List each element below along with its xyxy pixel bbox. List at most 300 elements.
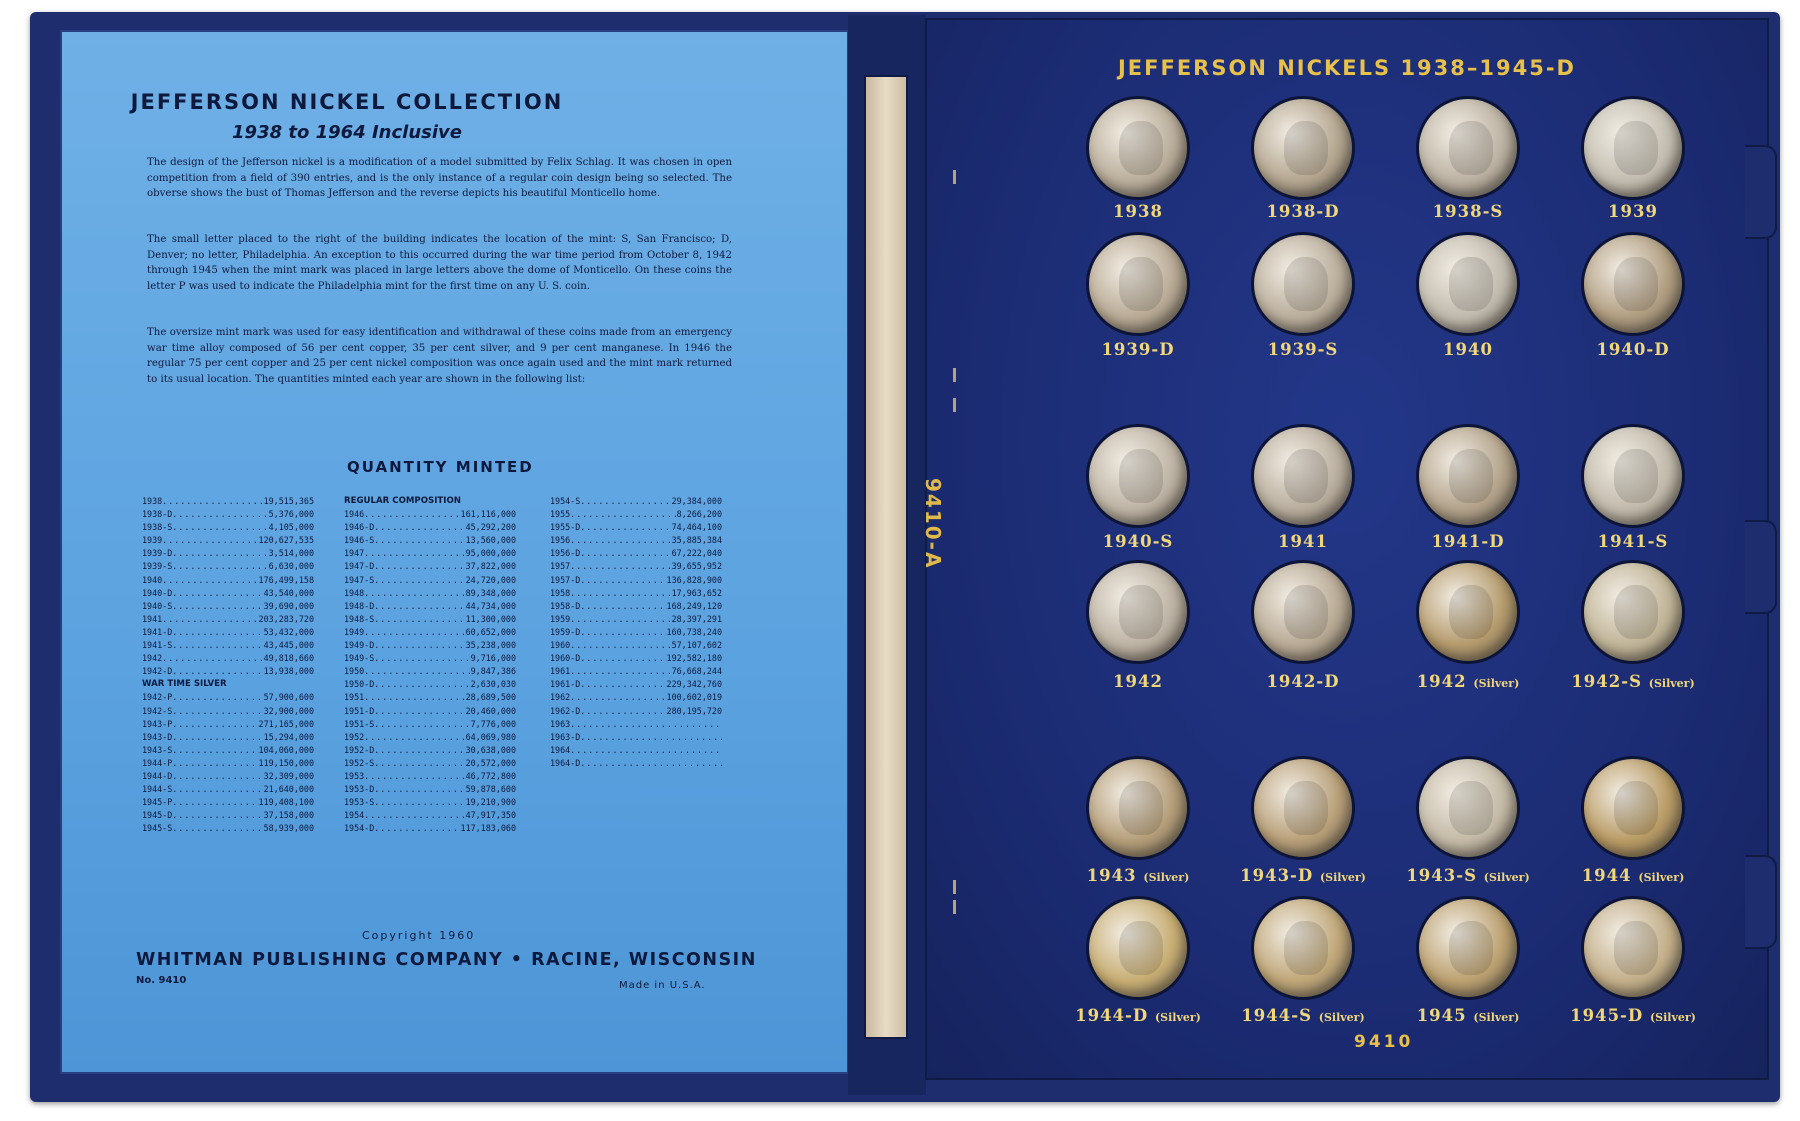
quantity-year: 1957-D: [550, 574, 581, 585]
nickel-coin[interactable]: [1251, 560, 1355, 664]
quantity-year: 1956-D: [550, 548, 581, 559]
quantity-value: 20,572,000: [465, 757, 516, 768]
quantity-value: 168,249,120: [666, 600, 722, 611]
coin-date: 1938-D: [1266, 202, 1340, 221]
coin-composition-note: (Silver): [1318, 1011, 1365, 1024]
nickel-coin[interactable]: [1416, 96, 1520, 200]
leader-dots: [172, 809, 263, 822]
quantity-year: 1952-D: [344, 744, 375, 755]
jefferson-bust-icon: [1119, 585, 1163, 639]
quantity-year: 1962: [550, 692, 571, 703]
leader-dots: [364, 770, 465, 783]
jefferson-bust-icon: [1449, 585, 1493, 639]
coin-date: 1943: [1086, 866, 1137, 885]
quantity-year: 1940-S: [142, 600, 173, 611]
quantity-row: [142, 613, 314, 626]
coin-date: 1938-S: [1432, 202, 1504, 221]
nickel-coin[interactable]: [1416, 232, 1520, 336]
nickel-coin[interactable]: [1251, 232, 1355, 336]
coin-slot-label: [1383, 866, 1553, 885]
quantity-year: 1945-D: [142, 810, 173, 821]
coin-composition-note: (Silver): [1319, 871, 1366, 884]
coin-slot-label: [1218, 672, 1388, 691]
quantity-value: 136,828,900: [666, 574, 722, 585]
leader-dots: [172, 718, 258, 731]
leader-dots: [374, 678, 470, 691]
leader-dots: [172, 600, 263, 613]
leader-dots: [172, 639, 263, 652]
quantity-year: 1956: [550, 535, 571, 546]
quantity-row: [142, 783, 314, 796]
leader-dots: [162, 652, 263, 665]
leader-dots: [570, 534, 671, 547]
quantity-year: 1940-D: [142, 587, 173, 598]
leader-dots: [364, 691, 465, 704]
leader-dots: [172, 783, 263, 796]
quantity-value: 100,602,019: [666, 692, 722, 703]
leader-dots: [374, 639, 465, 652]
quantity-row: [344, 560, 516, 573]
quantity-value: 19,515,365: [263, 496, 314, 506]
leader-dots: [162, 613, 258, 626]
coin-date: 1942-S: [1571, 672, 1643, 691]
quantity-year: 1952-S: [344, 757, 375, 768]
quantity-year: 1941: [142, 613, 163, 624]
coin-date: 1939-D: [1101, 340, 1175, 359]
quantity-row: [142, 718, 314, 731]
leader-dots: [364, 809, 465, 822]
quantity-value: 192,582,180: [666, 653, 722, 664]
quantity-year: 1953-S: [344, 797, 375, 808]
leader-dots: [172, 744, 258, 757]
coin-slot-label: [1053, 202, 1223, 221]
quantity-year: 1947-S: [344, 574, 375, 585]
quantity-year: 1938-S: [142, 522, 173, 533]
quantity-year: 1944-P: [142, 757, 173, 768]
quantity-year: 1962-D: [550, 705, 581, 716]
coin-date: 1941: [1278, 532, 1328, 551]
quantity-row: [142, 731, 314, 744]
quantity-year: 1941-D: [142, 626, 173, 637]
quantity-year: 1951-D: [344, 705, 375, 716]
jefferson-bust-icon: [1284, 781, 1328, 835]
quantity-row: [142, 508, 314, 521]
leader-dots: [580, 652, 666, 665]
quantity-row: [550, 639, 722, 652]
publisher-line: WHITMAN PUBLISHING COMPANY • RACINE, WISCONSIN: [136, 950, 757, 970]
quantity-value: 37,822,000: [465, 561, 516, 572]
quantity-year: 1950-D: [344, 679, 375, 690]
quantity-value: 35,885,384: [671, 535, 722, 546]
nickel-coin[interactable]: [1416, 424, 1520, 528]
coin-date: 1939: [1608, 202, 1658, 221]
quantity-value: 5,376,000: [268, 509, 314, 520]
nickel-coin[interactable]: [1581, 560, 1685, 664]
page-tab[interactable]: [1745, 520, 1777, 614]
leader-dots: [580, 574, 666, 587]
quantity-row: [142, 626, 314, 639]
quantity-year: 1949: [344, 626, 365, 637]
quantity-value: 11,300,000: [465, 613, 516, 624]
nickel-coin[interactable]: [1251, 424, 1355, 528]
quantity-row: [344, 744, 516, 757]
quantity-row: [344, 613, 516, 626]
quantity-value: 39,655,952: [671, 561, 722, 572]
coin-slot-label: [1383, 532, 1553, 551]
quantity-row: [550, 495, 722, 508]
quantity-year: 1961: [550, 666, 571, 677]
quantity-row: [142, 639, 314, 652]
quantity-value: 271,165,000: [258, 718, 314, 729]
coin-slot-label: [1548, 866, 1718, 885]
quantity-year: 1959: [550, 613, 571, 624]
stitch-mark: [953, 880, 956, 894]
quantity-row: [344, 534, 516, 547]
quantity-year: 1964-D: [550, 757, 581, 768]
leader-dots: [580, 731, 722, 744]
quantity-year: 1955-D: [550, 522, 581, 533]
quantity-row: [550, 547, 722, 560]
quantity-value: 28,689,500: [465, 692, 516, 703]
leader-dots: [364, 547, 465, 560]
quantity-year: 1944-S: [142, 784, 173, 795]
jefferson-bust-icon: [1119, 449, 1163, 503]
quantity-year: 1938-D: [142, 509, 173, 520]
quantity-row: [142, 560, 314, 573]
jefferson-bust-icon: [1614, 449, 1658, 503]
quantity-value: 6,630,000: [268, 561, 314, 572]
quantity-value: 280,195,720: [666, 705, 722, 716]
leader-dots: [172, 770, 263, 783]
coin-slot-label: [1218, 340, 1388, 359]
quantity-row: [550, 691, 722, 704]
history-paragraph-3: The oversize mint mark was used for easy identification and withdrawal of these coins made from an emergency war time alloy composed of 56 per cent copper, 35 per cent silver, and 9 per cent manganese. In 1946 the regular 75 per cent copper and 25 per cent nickel composition was once again used and the mint mark returned to its usual location. The quantities minted each year are shown in the following list:: [147, 327, 732, 385]
leader-dots: [570, 744, 722, 757]
stitch-mark: [953, 398, 956, 412]
quantity-value: 39,690,000: [263, 600, 314, 611]
coin-slot-label: [1053, 672, 1223, 691]
coin-slot-label: [1383, 672, 1553, 691]
page-footer-number: 9410: [1354, 1032, 1414, 1052]
info-title: JEFFERSON NICKEL COLLECTION: [130, 90, 564, 114]
nickel-coin[interactable]: [1251, 756, 1355, 860]
quantity-year: 1957: [550, 561, 571, 572]
jefferson-bust-icon: [1449, 449, 1493, 503]
leader-dots: [580, 521, 671, 534]
coin-composition-note: (Silver): [1649, 1011, 1696, 1024]
leader-dots: [570, 639, 671, 652]
quantity-value: 57,900,600: [263, 692, 314, 703]
page-number-vertical: 9410-A: [921, 478, 945, 570]
copyright-line: Copyright 1960: [362, 929, 476, 942]
coin-slot-label: [1383, 202, 1553, 221]
nickel-coin[interactable]: [1086, 756, 1190, 860]
quantity-value: 17,963,652: [671, 587, 722, 598]
nickel-coin[interactable]: [1086, 560, 1190, 664]
quantity-year: 1939: [142, 535, 163, 546]
quantity-row: [344, 600, 516, 613]
quantity-value: 30,638,000: [465, 744, 516, 755]
leader-dots: [172, 757, 258, 770]
coin-page-title: JEFFERSON NICKELS 1938–1945-D: [1117, 56, 1576, 80]
quantity-row: [344, 809, 516, 822]
leader-dots: [580, 757, 722, 770]
leader-dots: [570, 560, 671, 573]
coin-composition-note: (Silver): [1143, 871, 1190, 884]
coin-composition-note: (Silver): [1483, 871, 1530, 884]
nickel-coin[interactable]: [1581, 232, 1685, 336]
quantity-year: 1945-P: [142, 797, 173, 808]
coin-date: 1939-S: [1267, 340, 1339, 359]
quantity-row: [550, 718, 722, 731]
quantity-value: 7,776,000: [470, 718, 516, 729]
quantity-year: 1955: [550, 509, 571, 520]
coin-composition-note: (Silver): [1154, 1011, 1201, 1024]
leader-dots: [364, 587, 465, 600]
quantity-value: 15,294,000: [263, 731, 314, 742]
quantity-row: [142, 796, 314, 809]
quantity-section-header: REGULAR COMPOSITION: [344, 496, 461, 506]
coin-slot-label: [1548, 202, 1718, 221]
quantity-year: 1942-S: [142, 705, 173, 716]
quantity-row: [344, 770, 516, 783]
nickel-coin[interactable]: [1086, 96, 1190, 200]
quantity-value: 53,432,000: [263, 626, 314, 637]
coin-slot-label: [1218, 866, 1388, 885]
jefferson-bust-icon: [1284, 121, 1328, 175]
jefferson-bust-icon: [1284, 257, 1328, 311]
nickel-coin[interactable]: [1086, 896, 1190, 1000]
coin-date: 1940: [1443, 340, 1493, 359]
quantity-year: 1942-P: [142, 692, 173, 703]
quantity-year: 1960-D: [550, 653, 581, 664]
quantity-year: 1958: [550, 587, 571, 598]
quantity-row: [344, 652, 516, 665]
leader-dots: [162, 534, 258, 547]
quantity-year: 1964: [550, 744, 571, 755]
quantity-value: 24,720,000: [465, 574, 516, 585]
quantity-row: [344, 718, 516, 731]
nickel-coin[interactable]: [1416, 756, 1520, 860]
leader-dots: [374, 744, 465, 757]
quantity-value: 2,630,030: [470, 679, 516, 690]
coin-composition-note: (Silver): [1473, 1011, 1520, 1024]
jefferson-bust-icon: [1119, 257, 1163, 311]
quantity-year: 1961-D: [550, 679, 581, 690]
quantity-value: 76,668,244: [671, 666, 722, 677]
quantity-year: 1943-D: [142, 731, 173, 742]
leader-dots: [374, 757, 465, 770]
coin-slot-label: [1218, 202, 1388, 221]
quantity-row: [550, 665, 722, 678]
quantity-value: 120,627,535: [258, 535, 314, 546]
leader-dots: [580, 495, 671, 508]
quantity-value: 59,878,600: [465, 784, 516, 795]
quantity-row: [344, 705, 516, 718]
quantity-row: [142, 547, 314, 560]
coin-date: 1943-D: [1240, 866, 1314, 885]
jefferson-bust-icon: [1614, 257, 1658, 311]
quantity-row: [142, 652, 314, 665]
quantity-value: 58,939,000: [263, 823, 314, 834]
nickel-coin[interactable]: [1251, 96, 1355, 200]
jefferson-bust-icon: [1119, 781, 1163, 835]
quantity-year: 1939-D: [142, 548, 173, 559]
quantity-row: [344, 508, 516, 521]
info-subtitle: 1938 to 1964 Inclusive: [232, 122, 462, 143]
quantity-year: 1948: [344, 587, 365, 598]
nickel-coin[interactable]: [1581, 96, 1685, 200]
leader-dots: [580, 547, 671, 560]
quantity-row: [344, 574, 516, 587]
quantity-value: 9,847,386: [470, 666, 516, 677]
nickel-coin[interactable]: [1581, 424, 1685, 528]
quantity-row: [550, 652, 722, 665]
coin-slot-label: [1383, 1006, 1553, 1025]
coin-slot-label: [1548, 672, 1718, 691]
coin-date: 1944-S: [1241, 1006, 1313, 1025]
coin-date: 1938: [1113, 202, 1163, 221]
quantity-value: 43,540,000: [263, 587, 314, 598]
leader-dots: [172, 691, 263, 704]
jefferson-bust-icon: [1449, 121, 1493, 175]
leader-dots: [374, 534, 465, 547]
quantity-year: 1940: [142, 574, 163, 585]
leader-dots: [374, 560, 465, 573]
quantity-value: 3,514,000: [268, 548, 314, 559]
quantity-year: 1953-D: [344, 784, 375, 795]
jefferson-bust-icon: [1284, 585, 1328, 639]
quantity-value: 20,460,000: [465, 705, 516, 716]
quantity-column-1: [142, 495, 314, 835]
quantity-year: 1959-D: [550, 626, 581, 637]
quantity-value: 13,938,000: [263, 666, 314, 677]
quantity-row: [550, 600, 722, 613]
quantity-value: 44,734,000: [465, 600, 516, 611]
coin-slot-label: [1548, 340, 1718, 359]
quantity-row: [550, 560, 722, 573]
nickel-coin[interactable]: [1581, 896, 1685, 1000]
leader-dots: [580, 600, 666, 613]
quantity-value: 21,640,000: [263, 784, 314, 795]
leader-dots: [374, 705, 465, 718]
leader-dots: [364, 665, 470, 678]
quantity-row: [550, 678, 722, 691]
quantity-row: [142, 757, 314, 770]
quantity-row: [550, 757, 722, 770]
quantity-value: 176,499,158: [258, 574, 314, 585]
page-tab[interactable]: [1745, 855, 1777, 949]
coin-slot-label: [1053, 340, 1223, 359]
quantity-row: [344, 587, 516, 600]
jefferson-bust-icon: [1614, 585, 1658, 639]
coin-date: 1941-S: [1597, 532, 1669, 551]
quantity-row: [142, 705, 314, 718]
coin-date: 1945: [1416, 1006, 1467, 1025]
nickel-coin[interactable]: [1251, 896, 1355, 1000]
quantity-value: 49,818,660: [263, 653, 314, 664]
quantity-value: 64,069,980: [465, 731, 516, 742]
quantity-value: 74,464,100: [671, 522, 722, 533]
quantity-year: 1950: [344, 666, 365, 677]
quantity-year: 1939-S: [142, 561, 173, 572]
coin-date: 1943-S: [1406, 866, 1478, 885]
leader-dots: [172, 796, 258, 809]
coin-slot-label: [1053, 866, 1223, 885]
leader-dots: [364, 626, 465, 639]
coin-date: 1940-S: [1102, 532, 1174, 551]
quantity-value: 13,560,000: [465, 535, 516, 546]
quantity-value: 67,222,040: [671, 548, 722, 559]
catalog-number: No. 9410: [136, 975, 187, 986]
quantity-value: 57,107,602: [671, 640, 722, 651]
nickel-coin[interactable]: [1416, 896, 1520, 1000]
quantity-value: 9,716,000: [470, 653, 516, 664]
quantity-column-2: [344, 495, 516, 835]
quantity-row: [344, 678, 516, 691]
coin-composition-note: (Silver): [1473, 677, 1520, 690]
leader-dots: [570, 691, 666, 704]
coin-slot-label: [1218, 1006, 1388, 1025]
coin-date: 1945-D: [1570, 1006, 1644, 1025]
jefferson-bust-icon: [1449, 781, 1493, 835]
jefferson-bust-icon: [1614, 781, 1658, 835]
quantity-year: 1952: [344, 731, 365, 742]
quantity-row: [550, 744, 722, 757]
spine-strip: [864, 75, 908, 1039]
quantity-row: [142, 744, 314, 757]
quantity-year: 1960: [550, 640, 571, 651]
leader-dots: [172, 508, 268, 521]
quantity-value: 32,309,000: [263, 770, 314, 781]
quantity-section-header: WAR TIME SILVER: [142, 679, 227, 690]
coin-slot-label: [1383, 340, 1553, 359]
coin-slot-label: [1548, 532, 1718, 551]
made-in-line: Made in U.S.A.: [619, 980, 706, 991]
quantity-row: [550, 626, 722, 639]
quantity-year: 1951: [344, 692, 365, 703]
quantity-value: 104,060,000: [258, 744, 314, 755]
leader-dots: [172, 705, 263, 718]
coin-date: 1942: [1416, 672, 1467, 691]
quantity-row: [142, 822, 314, 835]
nickel-coin[interactable]: [1416, 560, 1520, 664]
leader-dots: [580, 705, 666, 718]
quantity-year: 1941-S: [142, 640, 173, 651]
stitch-mark: [953, 170, 956, 184]
quantity-value: 43,445,000: [263, 640, 314, 651]
quantity-year: 1953: [344, 770, 365, 781]
nickel-coin[interactable]: [1086, 424, 1190, 528]
quantity-row: [142, 809, 314, 822]
coin-date: 1940-D: [1596, 340, 1670, 359]
jefferson-bust-icon: [1284, 921, 1328, 975]
coin-composition-note: (Silver): [1638, 871, 1685, 884]
quantity-value: 35,238,000: [465, 640, 516, 651]
quantity-minted-heading: QUANTITY MINTED: [347, 458, 534, 476]
quantity-year: 1948-S: [344, 613, 375, 624]
nickel-coin[interactable]: [1086, 232, 1190, 336]
jefferson-bust-icon: [1614, 921, 1658, 975]
leader-dots: [374, 822, 460, 835]
page-tab[interactable]: [1745, 145, 1777, 239]
quantity-row: [550, 508, 722, 521]
quantity-year: 1954-S: [550, 496, 581, 506]
info-page: [60, 30, 849, 1074]
leader-dots: [374, 783, 465, 796]
stitch-mark: [953, 368, 956, 382]
nickel-coin[interactable]: [1581, 756, 1685, 860]
